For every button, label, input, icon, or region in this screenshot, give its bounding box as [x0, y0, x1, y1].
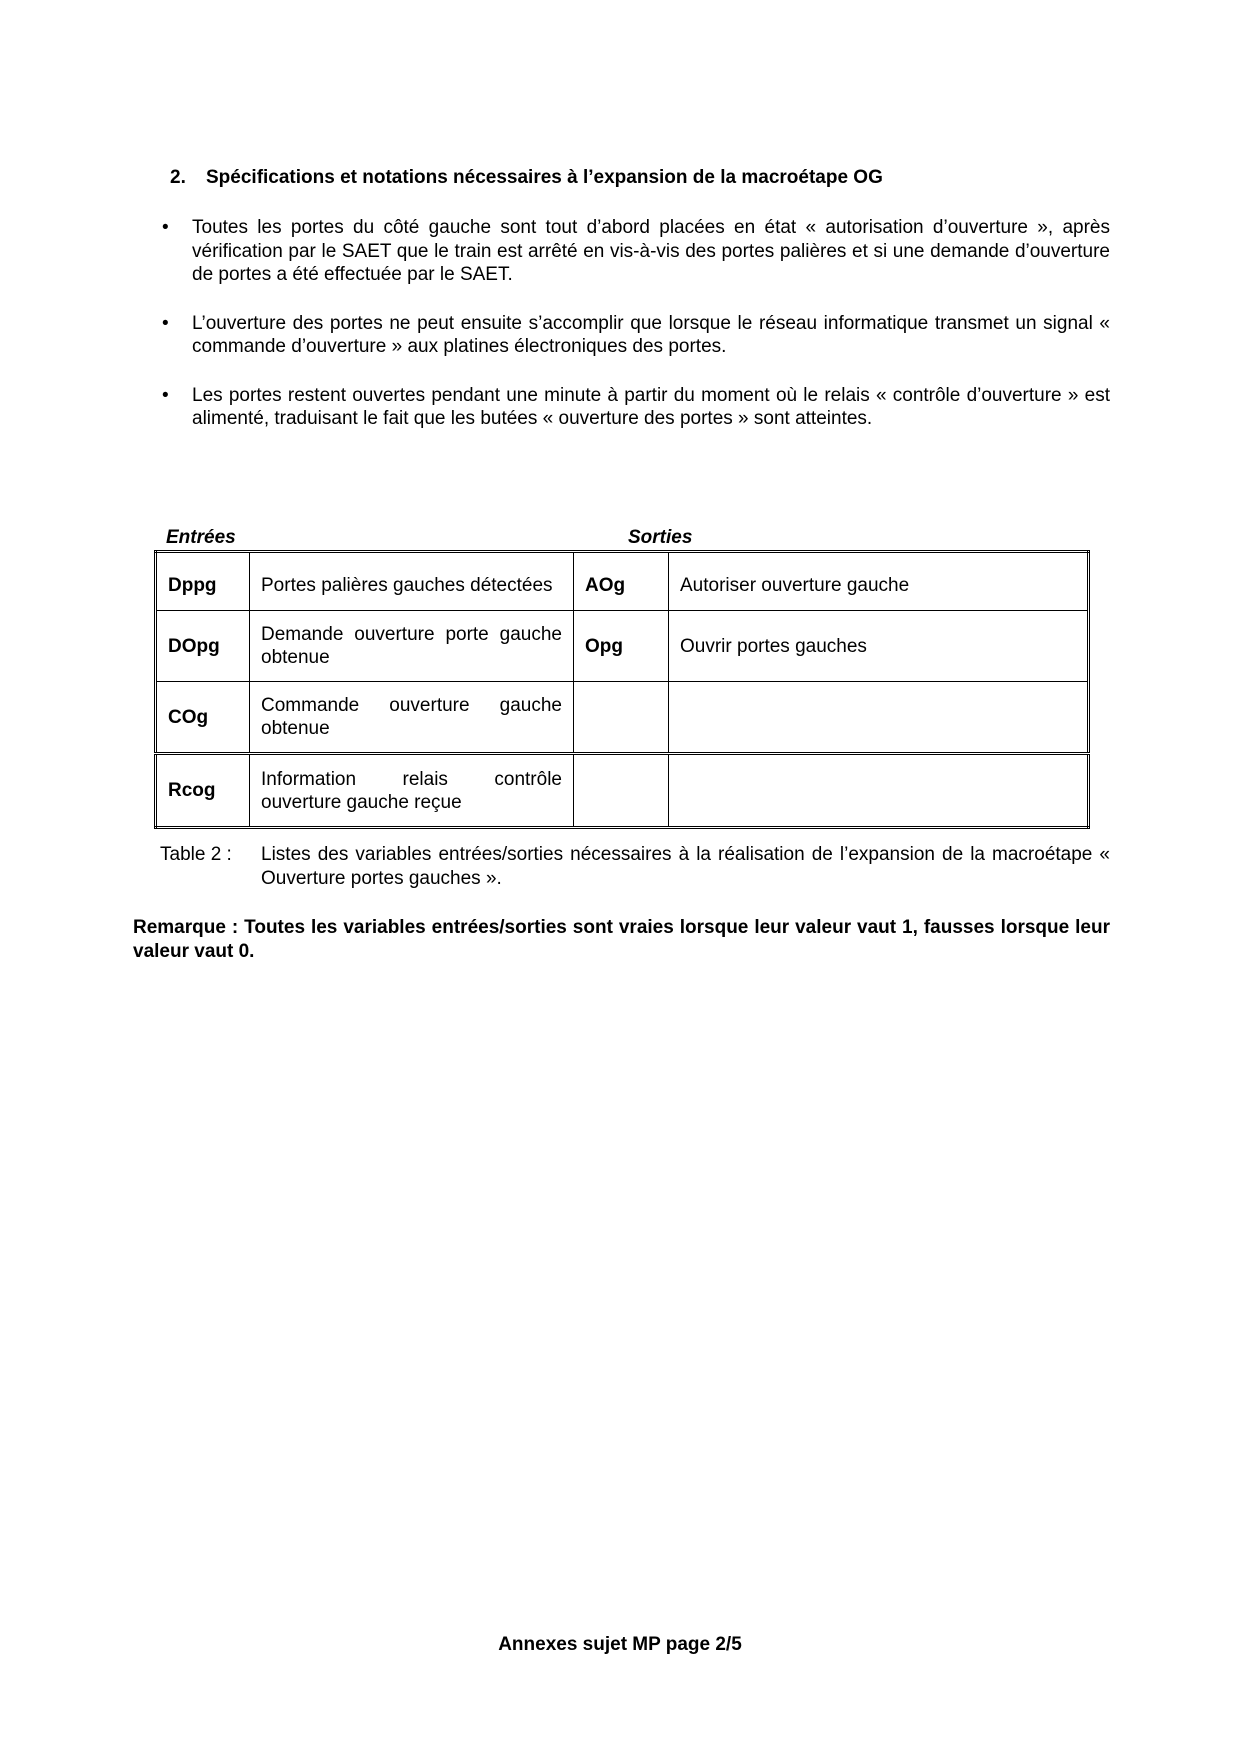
list-item [160, 384, 1110, 431]
output-description [669, 682, 1089, 754]
output-code [574, 754, 669, 828]
output-description: Ouvrir portes gauches [669, 611, 1089, 682]
output-code: Opg [574, 611, 669, 682]
table-row [156, 754, 1089, 828]
input-description: Portes palières gauches détectées [250, 552, 574, 611]
input-code: Rcog [156, 754, 250, 828]
section-number: 2. [170, 167, 186, 188]
list-item-text: L’ouverture des portes ne peut ensuite s’accomplir que lorsque le réseau informatique transmet un signal « commande d’ouverture » aux platines électroniques des portes. [192, 312, 1110, 357]
page-footer: Annexes sujet MP page 2/5 [498, 1634, 742, 1655]
input-code: Dppg [156, 552, 250, 611]
table-caption [160, 843, 1110, 890]
variables-table [154, 550, 1090, 829]
output-code [574, 682, 669, 754]
bullet-icon: • [162, 312, 169, 334]
input-code: DOpg [156, 611, 250, 682]
caption-text: Listes des variables entrées/sorties nécessaires à la réalisation de l’expansion de la macroétape « Ouverture portes gauches ». [261, 844, 1110, 889]
input-description: Demande ouverture porte gauche obtenue [250, 611, 574, 682]
specification-list [160, 216, 1110, 456]
inputs-header: Entrées [166, 527, 236, 548]
output-description [669, 754, 1089, 828]
output-code: AOg [574, 552, 669, 611]
output-description: Autoriser ouverture gauche [669, 552, 1089, 611]
list-item [160, 312, 1110, 359]
table-row [156, 682, 1089, 754]
table-row [156, 552, 1089, 611]
input-code: COg [156, 682, 250, 754]
section-title [170, 167, 883, 189]
caption-label: Table 2 : [160, 844, 232, 865]
table-row [156, 611, 1089, 682]
list-item-text: Les portes restent ouvertes pendant une minute à partir du moment où le relais « contrôle d’ouverture » est alimenté, traduisant le fait que les butées « ouverture des portes » sont atteintes. [192, 384, 1110, 429]
section-title-text: Spécifications et notations nécessaires à l’expansion de la macroétape OG [206, 167, 883, 188]
list-item [160, 216, 1110, 287]
remark: Remarque : Toutes les variables entrées/sorties sont vraies lorsque leur valeur vaut 1, fausses lorsque leur valeur vaut 0. [133, 917, 1110, 962]
outputs-header: Sorties [628, 527, 693, 548]
list-item-text: Toutes les portes du côté gauche sont tout d’abord placées en état « autorisation d’ouverture », après vérification par le SAET que le train est arrêté en vis-à-vis des portes palières et si une demande d’ouverture de portes a été effectuée par le SAET. [192, 217, 1110, 285]
bullet-icon: • [162, 384, 169, 406]
input-description: Commande ouverture gauche obtenue [250, 682, 574, 754]
bullet-icon: • [162, 217, 169, 238]
input-description: Information relais contrôle ouverture gauche reçue [250, 754, 574, 828]
